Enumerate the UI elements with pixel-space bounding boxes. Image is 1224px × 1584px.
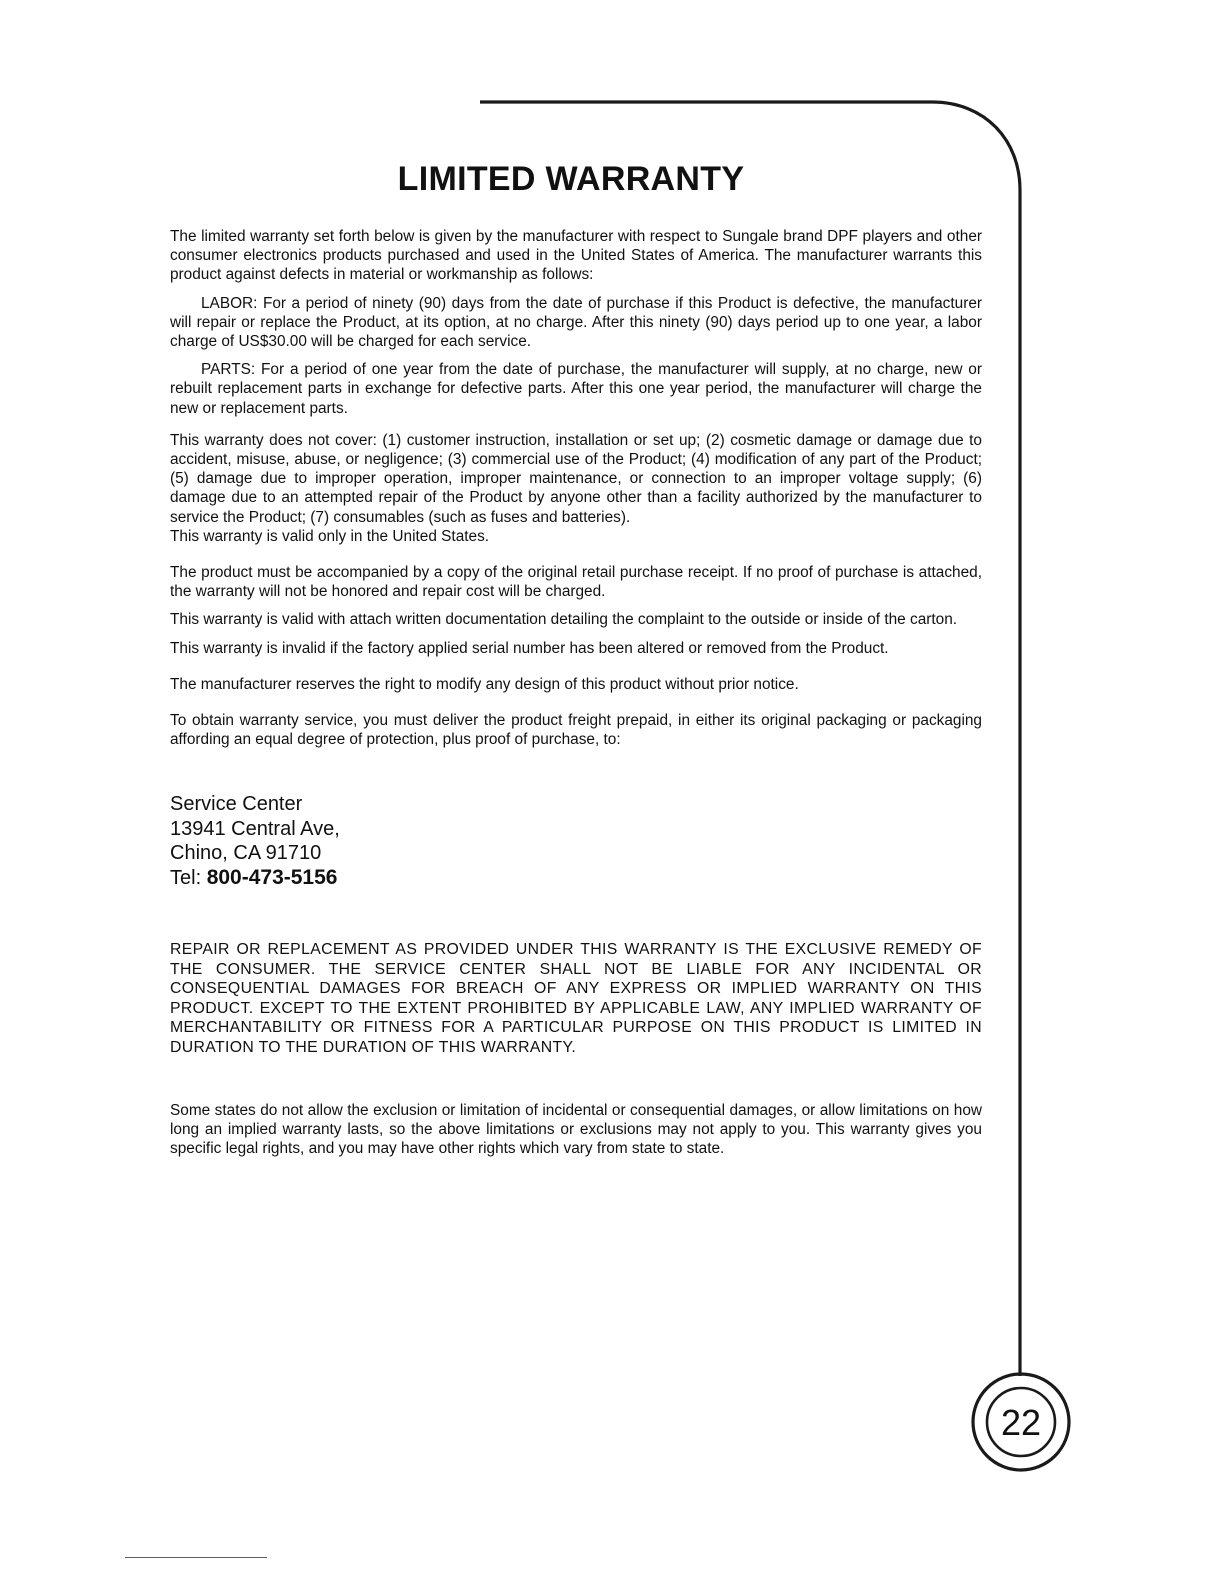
labor-paragraph: LABOR: For a period of ninety (90) days from the date of purchase if this Product is defective, the manufacturer will repair or replace the Product, at its option, at no charge. After this ninety (90) days period up to one year, a labor charge of US$30.00 will be charged for each service.: [170, 294, 982, 351]
warranty-body: [170, 227, 982, 1159]
valid-us-paragraph: This warranty is valid only in the United States.: [170, 527, 490, 545]
service-center-street: 13941 Central Ave,: [170, 817, 340, 840]
documentation-paragraph: This warranty is valid with attach written documentation detailing the complaint to the outside or inside of the carton.: [170, 611, 958, 629]
bottom-divider: [125, 1557, 267, 1558]
page-title: LIMITED WARRANTY: [397, 160, 745, 198]
page-number: 22: [1000, 1402, 1042, 1443]
phone-number: 800-473-5156: [206, 865, 338, 889]
serial-number-paragraph: This warranty is invalid if the factory applied serial number has been altered or removed from the Product.: [170, 639, 889, 657]
service-center-phone: [170, 866, 982, 891]
liability-disclaimer: REPAIR OR REPLACEMENT AS PROVIDED UNDER THIS WARRANTY IS THE EXCLUSIVE REMEDY OF THE CONSUMER. THE SERVICE CENTER SHALL NOT BE LIABLE FOR ANY INCIDENTAL OR CONSEQUENTIAL DAMAGES FOR BREACH OF ANY EXPRESS OR IMPLIED WARRANTY ON THIS PRODUCT. EXCEPT TO THE EXTENT PROHIBITED BY APPLICABLE LAW, ANY IMPLIED WARRANTY OF MERCHANTABILITY OR FITNESS FOR A PARTICULAR PURPOSE ON THIS PRODUCT IS LIMITED IN DURATION TO THE DURATION OF THIS WARRANTY.: [170, 941, 982, 1056]
obtain-service-paragraph: To obtain warranty service, you must deliver the product freight prepaid, in either its original packaging or packaging affording an equal degree of protection, plus proof of purchase, to:: [170, 712, 982, 749]
service-center-address: [170, 792, 982, 890]
parts-paragraph: PARTS: For a period of one year from the date of purchase, the manufacturer will supply, at no charge, new or rebuilt replacement parts in exchange for defective parts. After this one year period, the manufacturer will charge the new or replacement parts.: [170, 361, 982, 417]
service-center-name: Service Center: [170, 793, 303, 816]
modify-design-paragraph: The manufacturer reserves the right to modify any design of this product without prior notice.: [170, 675, 799, 693]
intro-paragraph: The limited warranty set forth below is given by the manufacturer with respect to Sungale brand DPF players and other consumer electronics products purchased and used in the United States of America. The manufacturer warrants this product against defects in material or workmanship as follows:: [170, 228, 982, 284]
state-rights-paragraph: Some states do not allow the exclusion or limitation of incidental or consequential damages, or allow limitations on how long an implied warranty lasts, so the above limitations or exclusions may not apply to you. This warranty gives you specific legal rights, and you may have other rights which vary from state to state.: [170, 1101, 982, 1158]
service-center-city: Chino, CA 91710: [170, 842, 322, 865]
receipt-paragraph: The product must be accompanied by a copy of the original retail purchase receipt. If no proof of purchase is attached, the warranty will not be honored and repair cost will be charged.: [170, 564, 982, 601]
phone-label: Tel:: [170, 866, 207, 889]
not-covered-paragraph: This warranty does not cover: (1) customer instruction, installation or set up; (2) cosmetic damage or damage due to accident, misuse, abuse, or negligence; (3) commercial use of the Product; (4) modification of any part of the Product; (5) damage due to improper operation, improper maintenance, or connection to an improper voltage supply; (6) damage due to an attempted repair of the Product by anyone other than a facility authorized by the manufacturer to service the Product; (7) consumables (such as fuses and batteries).: [170, 431, 982, 526]
